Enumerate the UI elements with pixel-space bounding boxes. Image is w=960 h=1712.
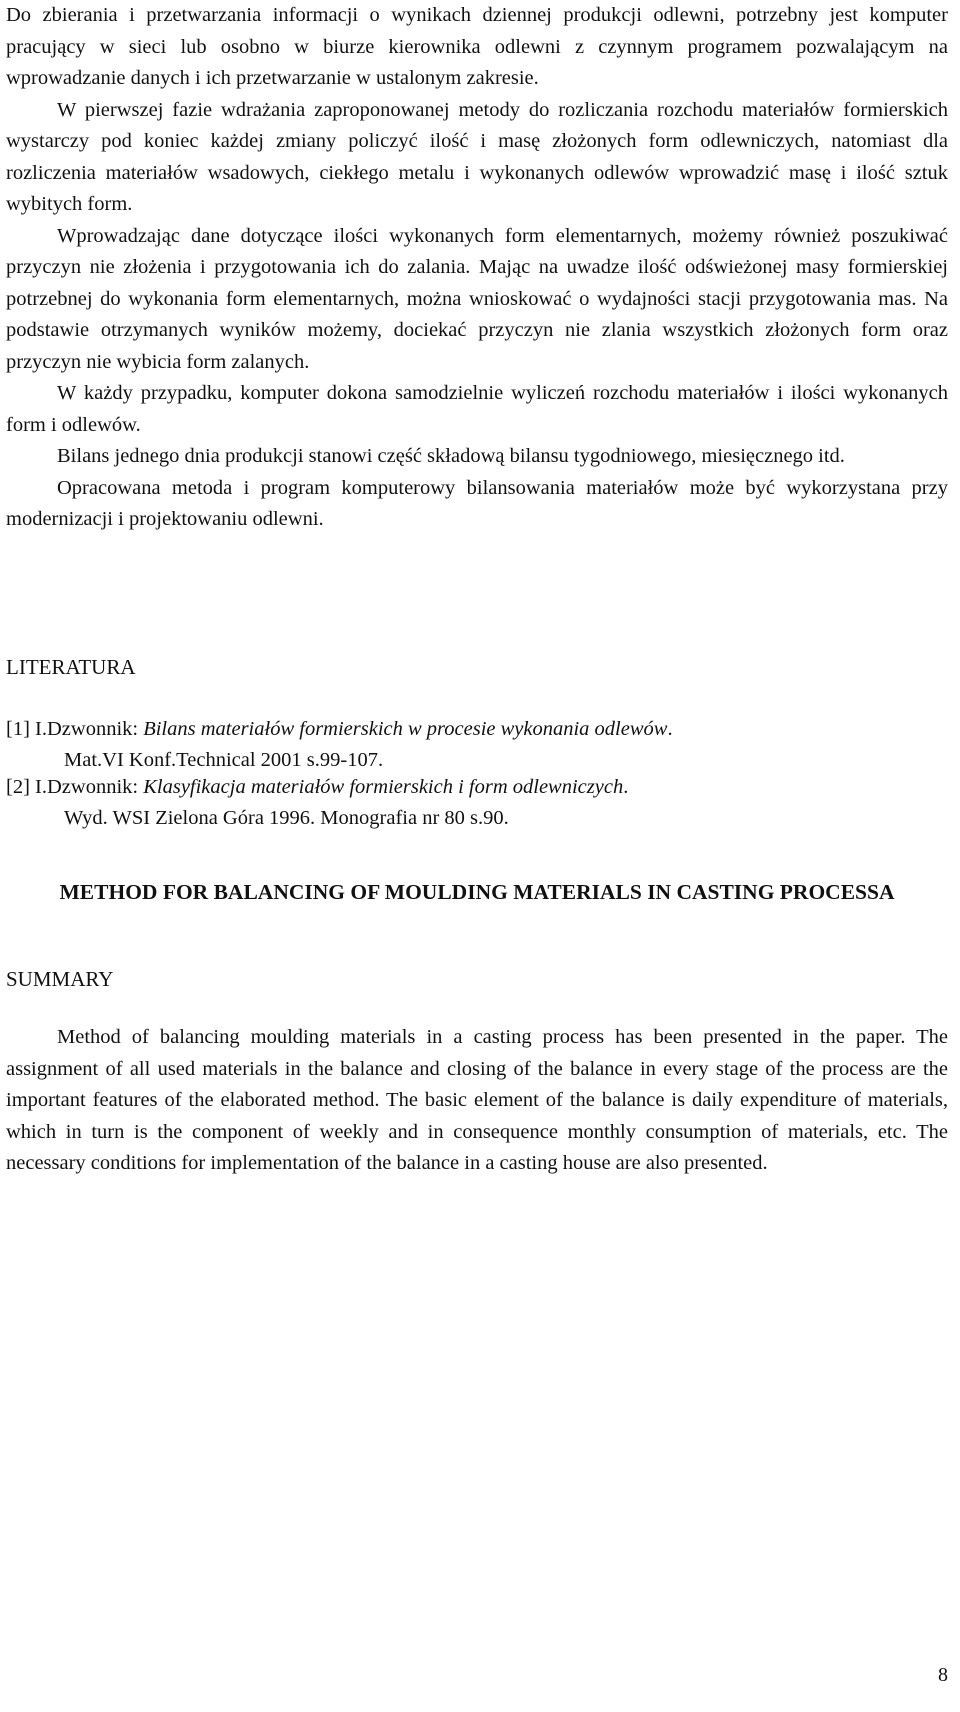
reference-details: Mat.VI Konf.Technical 2001 s.99-107. [64, 749, 384, 771]
reference-title: Klasyfikacja materiałów formierskich i form odlewniczych [143, 776, 624, 798]
reference-number: [1] [6, 718, 30, 740]
paragraph: W każdy przypadku, komputer dokona samodzielnie wyliczeń rozchodu materiałów i ilości wykonanych form i odlewów. [6, 382, 948, 436]
paragraph: Bilans jednego dnia produkcji stanowi część składową bilansu tygodniowego, miesięcznego itd. [57, 445, 845, 467]
summary-body-text [6, 1022, 948, 1180]
summary-heading: SUMMARY [6, 967, 114, 991]
paragraph: Wprowadzając dane dotyczące ilości wykonanych form elementarnych, możemy również poszukiwać przyczyn nie złożenia i przygotowania ich do zalania. Mając na uwadze ilość odświeżonej masy formierskiej potrzebnej do wykonania form elementarnych, można wnioskować o wydajności stacji przygotowania mas. Na podstawie otrzymanych wyników możemy, dociekać przyczyn nie zlania wszystkich złożonych form oraz przyczyn nie wybicia form zalanych. [6, 224, 948, 373]
reference-item [6, 772, 946, 834]
paragraph: W pierwszej fazie wdrażania zaproponowanej metody do rozliczania rozchodu materiałów formierskich wystarczy pod koniec każdej zmiany policzyć ilość i masę złożonych form odlewniczych, natomiast dla rozliczenia materiałów wsadowych, ciekłego metalu i wykonanych odlewów wprowadzić masę i ilość sztuk wybitych form. [6, 98, 948, 215]
english-title: METHOD FOR BALANCING OF MOULDING MATERIALS IN CASTING PROCESSA [59, 880, 895, 904]
reference-details: Wyd. WSI Zielona Góra 1996. Monografia nr 80 s.90. [64, 807, 509, 829]
paragraph: Method of balancing moulding materials in a casting process has been presented in the paper. The assignment of all used materials in the balance and closing of the balance in every stage of the process are the important features of the elaborated method. The basic element of the balance is daily expenditure of materials, which in turn is the component of weekly and in consequence monthly consumption of materials, etc. The necessary conditions for implementation of the balance in a casting house are also presented. [6, 1026, 948, 1174]
reference-title-end: . [667, 718, 673, 740]
reference-title: Bilans materiałów formierskich w procesie wykonania odlewów [143, 718, 668, 740]
reference-title-end: . [623, 776, 629, 798]
polish-body-text [6, 0, 948, 536]
paragraph: Opracowana metoda i program komputerowy bilansowania materiałów może być wykorzystana przy modernizacji i projektowaniu odlewni. [6, 476, 948, 530]
reference-author: I.Dzwonnik: [35, 776, 144, 798]
page-number: 8 [938, 1664, 948, 1686]
reference-author: I.Dzwonnik: [35, 718, 144, 740]
reference-number: [2] [6, 776, 30, 798]
paragraph: Do zbierania i przetwarzania informacji o wynikach dziennej produkcji odlewni, potrzebny jest komputer pracujący w sieci lub osobno w biurze kierownika odlewni z czynnym programem pozwalającym na wprowadzanie danych i ich przetwarzanie w ustalonym zakresie. [6, 4, 948, 89]
literature-heading: LITERATURA [6, 655, 136, 679]
reference-item [6, 714, 946, 776]
